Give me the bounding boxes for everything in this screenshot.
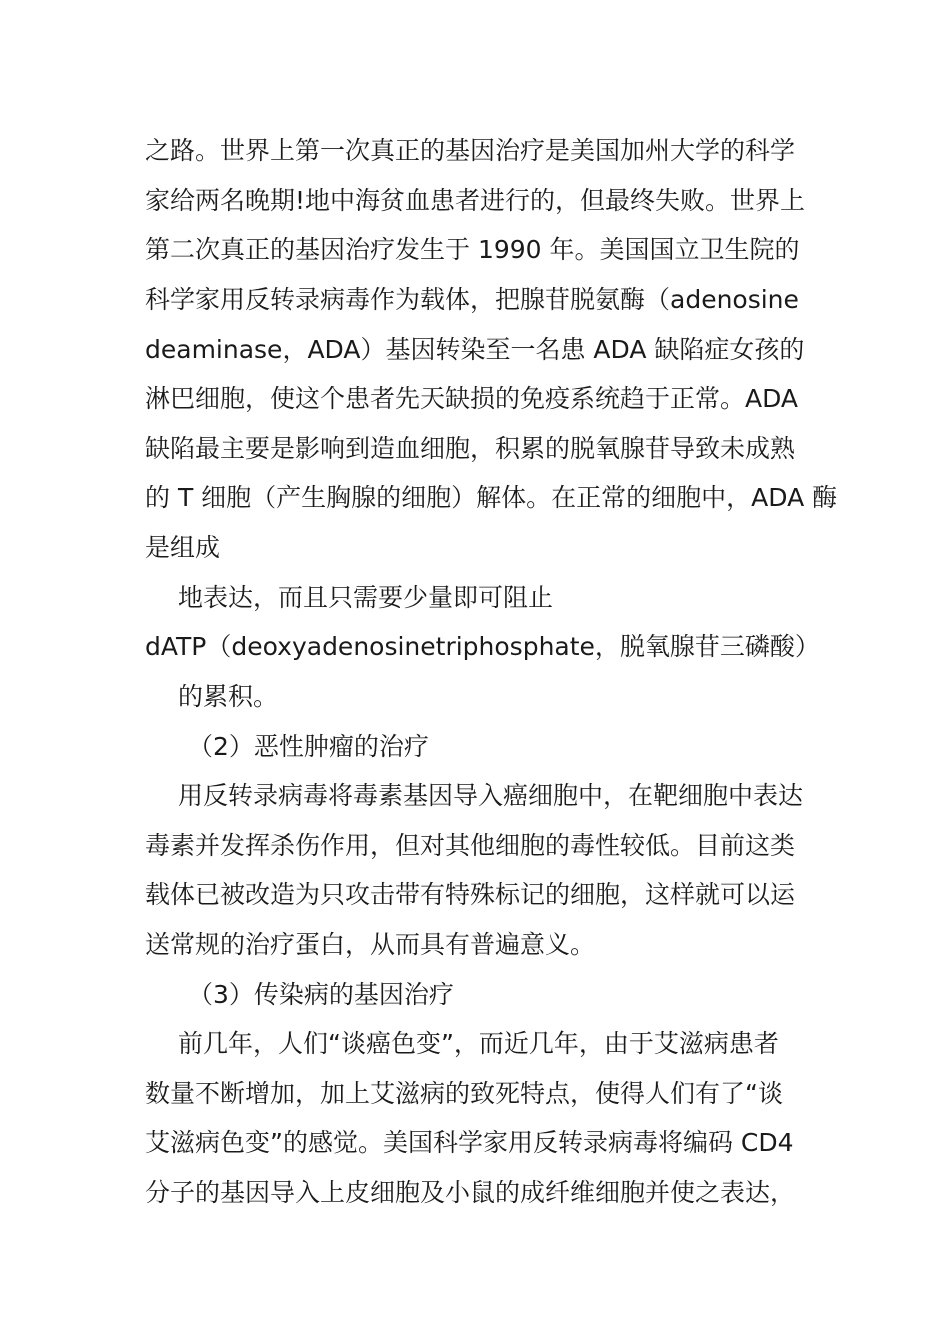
section-heading: （3）传染病的基因治疗: [188, 980, 454, 1009]
text-line: 的累积。: [178, 682, 279, 711]
text-line: deaminase，ADA）基因转染至一名患 ADA 缺陷症女孩的: [145, 335, 805, 364]
text-line: 毒素并发挥杀伤作用，但对其他细胞的毒性较低。目前这类: [145, 831, 796, 860]
text-line: 载体已被改造为只攻击带有特殊标记的细胞，这样就可以运: [145, 880, 796, 909]
text-line: 家给两名晚期!地中海贫血患者进行的，但最终失败。世界上: [145, 186, 806, 215]
text-line: 第二次真正的基因治疗发生于 1990 年。美国国立卫生院的: [145, 235, 800, 264]
text-line: 淋巴细胞，使这个患者先天缺损的免疫系统趋于正常。ADA: [145, 384, 799, 413]
text-line: 分子的基因导入上皮细胞及小鼠的成纤维细胞并使之表达，: [145, 1178, 796, 1207]
text-line: 科学家用反转录病毒作为载体，把腺苷脱氨酶（adenosine: [145, 285, 799, 314]
text-line: 前几年，人们“谈癌色变”，而近几年，由于艾滋病患者: [178, 1029, 779, 1058]
text-line: 之路。世界上第一次真正的基因治疗是美国加州大学的科学: [145, 136, 796, 165]
section-heading: （2）恶性肿瘤的治疗: [188, 732, 429, 761]
text-line: 地表达，而且只需要少量即可阻止: [178, 583, 554, 612]
text-line: 艾滋病色变”的感觉。美国科学家用反转录病毒将编码 CD4: [145, 1128, 794, 1157]
text-line: 缺陷最主要是影响到造血细胞，积累的脱氧腺苷导致未成熟: [145, 434, 796, 463]
text-line: 是组成: [145, 533, 221, 562]
text-line: 数量不断增加，加上艾滋病的致死特点，使得人们有了“谈: [145, 1079, 783, 1108]
text-line: 送常规的治疗蛋白，从而具有普遍意义。: [145, 930, 596, 959]
text-line: 的 T 细胞（产生胸腺的细胞）解体。在正常的细胞中，ADA 酶: [145, 483, 838, 512]
text-line: dATP（deoxyadenosinetriphosphate，脱氧腺苷三磷酸）: [145, 632, 820, 661]
text-line: 用反转录病毒将毒素基因导入癌细胞中，在靶细胞中表达: [178, 781, 804, 810]
